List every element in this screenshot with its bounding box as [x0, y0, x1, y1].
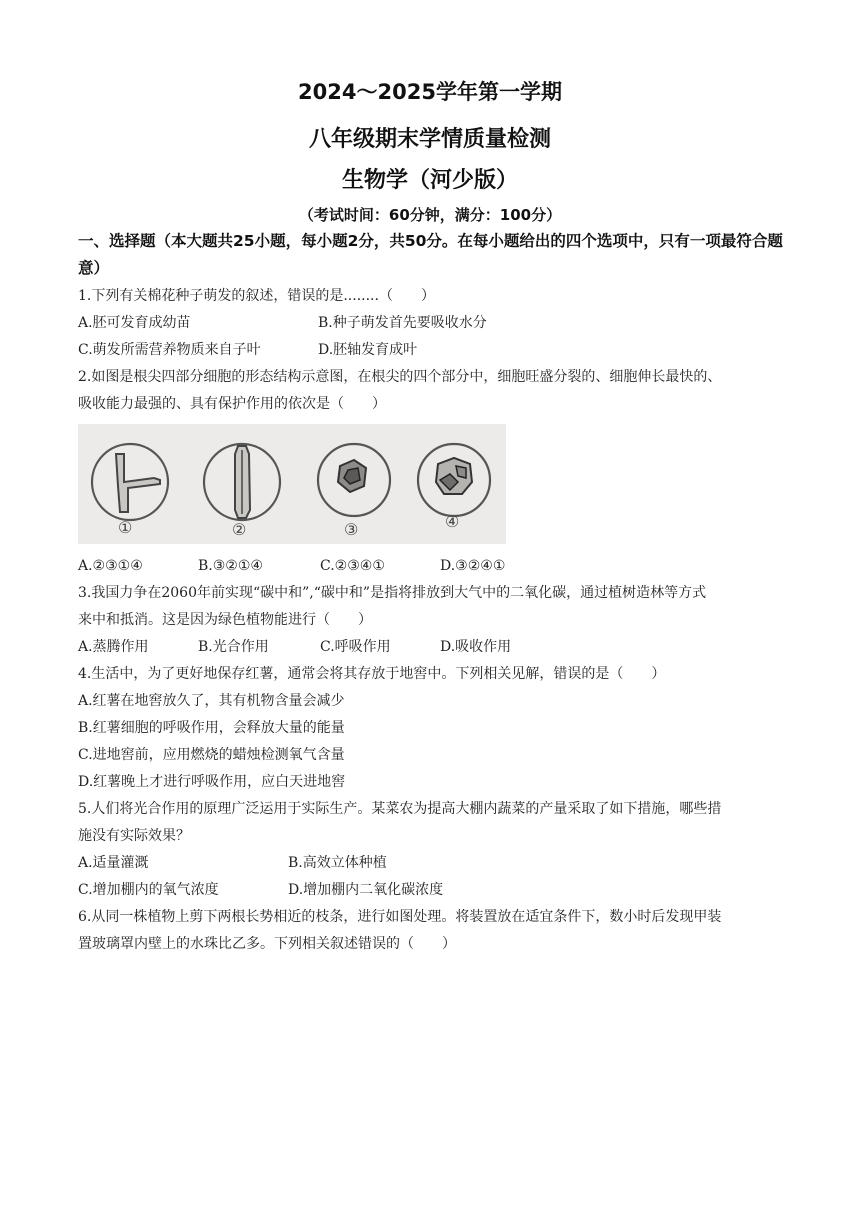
q2-option-b: B.③②①④ — [198, 558, 263, 574]
q1-option-c: C.萌发所需营养物质来自子叶 — [78, 342, 261, 358]
cell-1-root-hair — [92, 444, 168, 520]
q4-option-b: B.红薯细胞的呼吸作用，会释放大量的能量 — [78, 720, 345, 736]
q4-stem: 4.生活中，为了更好地保存红薯，通常会将其存放于地窖中。下列相关见解，错误的是（ ） — [78, 666, 666, 682]
q1-stem: 1.下列有关棉花种子萌发的叙述，错误的是........（ ） — [78, 288, 435, 304]
q5-option-b: B.高效立体种植 — [288, 855, 387, 871]
q4-option-a: A.红薯在地窖放久了，其有机物含量会减少 — [78, 693, 345, 709]
q3-stem-line2: 来中和抵消。这是因为绿色植物能进行（ ） — [78, 612, 372, 628]
cell-2-elongation — [204, 444, 280, 520]
q1-option-b: B.种子萌发首先要吸收水分 — [318, 315, 487, 331]
section-heading: 一、选择题（本大题共25小题，每小题2分，共50分。在每小题给出的四个选项中，只有一项最符合题意） — [78, 232, 783, 277]
figure-label-1: ① — [118, 518, 133, 537]
q3-option-a: A.蒸腾作用 — [78, 639, 149, 655]
q4-option-c: C.进地窖前，应用燃烧的蜡烛检测氧气含量 — [78, 747, 345, 763]
root-cells-figure — [78, 424, 506, 544]
q5-stem-line1: 5.人们将光合作用的原理广泛运用于实际生产。某菜农为提高大棚内蔬菜的产量采取了如下措施，哪些措 — [78, 801, 722, 817]
subject-title: 生物学（河少版） — [341, 168, 518, 193]
q2-stem-line1: 2.如图是根尖四部分细胞的形态结构示意图，在根尖的四个部分中，细胞旺盛分裂的、细胞伸长最快的、 — [78, 369, 722, 385]
q5-option-c: C.增加棚内的氧气浓度 — [78, 882, 219, 898]
q2-option-d: D.③②④① — [440, 558, 506, 574]
q1-option-a: A.胚可发育成幼苗 — [78, 315, 191, 331]
term-title: 2024～2025学年第一学期 — [298, 80, 562, 104]
q6-stem-line1: 6.从同一株植物上剪下两根长势相近的枝条，进行如图处理。将装置放在适宜条件下，数小时后发现甲装 — [78, 909, 722, 925]
q3-option-b: B.光合作用 — [198, 639, 269, 655]
q5-stem-line2: 施没有实际效果？ — [78, 828, 190, 844]
figure-label-4: ④ — [445, 512, 460, 531]
q6-stem-line2: 置玻璃罩内壁上的水珠比乙多。下列相关叙述错误的（ ） — [78, 936, 456, 952]
figure-label-3: ③ — [344, 520, 359, 539]
q2-option-c: C.②③④① — [320, 558, 385, 574]
q5-option-d: D.增加棚内二氧化碳浓度 — [288, 882, 444, 898]
exam-title: 八年级期末学情质量检测 — [308, 127, 551, 152]
q4-option-d: D.红薯晚上才进行呼吸作用，应白天进地窖 — [78, 774, 346, 790]
root-cells-diagram — [78, 424, 506, 544]
q2-option-a: A.②③①④ — [78, 558, 143, 574]
q5-option-a: A.适量灌溉 — [78, 855, 149, 871]
figure-label-2: ② — [232, 520, 247, 539]
q3-stem-line1: 3.我国力争在2060年前实现“碳中和”,“碳中和”是指将排放到大气中的二氧化碳，通过植树造林等方式 — [78, 585, 707, 601]
cell-4-root-cap — [418, 444, 490, 516]
cell-3-meristem — [318, 444, 390, 516]
q3-option-c: C.呼吸作用 — [320, 639, 391, 655]
q2-stem-line2: 吸收能力最强的、具有保护作用的依次是（ ） — [78, 396, 386, 412]
q3-option-d: D.吸收作用 — [440, 639, 512, 655]
exam-info: （考试时间：60分钟，满分：100分） — [298, 206, 562, 224]
q1-option-d: D.胚轴发育成叶 — [318, 342, 418, 358]
